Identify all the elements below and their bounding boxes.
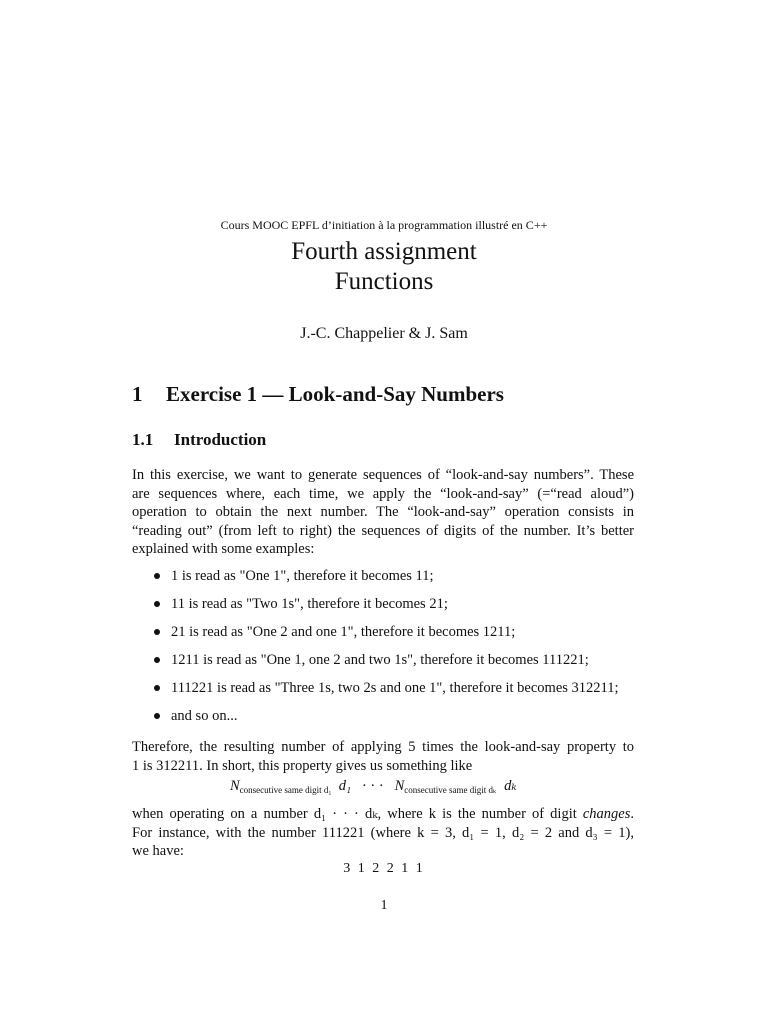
intro-line: operation to obtain the next number. The “look-and-say” operation consists in [132,504,634,520]
example-line1-end: . [630,806,634,822]
list-item-text: 21 is read as "One 2 and one 1", therefore it becomes 1211; [171,624,516,640]
intro-line: In this exercise, we want to generate sequences of “look-and-say numbers”. These [132,467,634,483]
bullet-icon [154,713,160,719]
formula-dots: · · · [361,778,384,794]
list-item [154,679,644,707]
formula-dk: dₖ [504,778,517,794]
subsection-number: 1.1 [132,430,154,449]
bullet-icon [154,657,160,663]
list-item [154,623,644,651]
formula-subk: consecutive same digit dₖ [404,785,497,795]
course-name: Cours MOOC EPFL d’initiation à la programmation illustré en C++ [220,218,548,232]
section-number: 1 [132,382,143,406]
list-item-text: and so on... [171,708,238,724]
intro-line: are sequences where, each time, we apply the “look-and-say” (=“read aloud”) [132,485,634,502]
summary-line: 1 is 312211. In short, this property gives us something like [132,757,473,774]
example-line1-emphasis: changes [582,806,631,822]
subsection-title: Introduction [174,430,267,449]
example-paragraph [132,805,634,861]
subsection-heading [132,430,266,450]
assignment-title: Fourth assignment [291,238,477,265]
section-heading [132,382,504,407]
intro-paragraph [132,466,634,559]
list-item-text: 111221 is read as "Three 1s, two 2s and one 1", therefore it becomes 312211; [171,680,619,696]
formula-d1: d₁ [338,778,352,794]
example-result: 3 1 2 2 1 1 [343,861,425,876]
list-item [154,651,644,679]
example-line1-text: when operating on a number d₁ · · · dₖ, where k is the number of digit [132,806,583,822]
summary-paragraph [132,738,634,775]
page-number: 1 [380,898,388,913]
section-title: Exercise 1 — Look-and-Say Numbers [166,382,504,406]
list-item-text: 1 is read as "One 1", therefore it becomes 11; [171,568,434,584]
list-item-text: 1211 is read as "One 1, one 2 and two 1s", therefore it becomes 111221; [171,652,589,668]
list-item-text: 11 is read as "Two 1s", therefore it becomes 21; [171,596,448,612]
formula-nk: N [394,778,405,794]
look-and-say-formula [230,778,517,795]
list-item [154,707,644,735]
example-line: we have: [132,843,184,859]
intro-line: “reading out” (from left to right) the sequences of digits of the number. It’s better [132,522,634,539]
bullet-icon [154,573,160,579]
example-line [132,805,634,824]
examples-list [154,567,644,735]
bullet-icon [154,685,160,691]
example-line: For instance, with the number 111221 (where k = 3, d₁ = 1, d₂ = 2 and d₃ = 1), [132,824,634,841]
summary-line: Therefore, the resulting number of applying 5 times the look-and-say property to [132,739,634,755]
formula-n1: N [230,778,240,794]
intro-line: explained with some examples: [132,541,315,557]
assignment-subtitle: Functions [334,268,434,295]
formula-sub1: consecutive same digit d₁ [239,785,332,795]
list-item [154,595,644,623]
list-item [154,567,644,595]
bullet-icon [154,601,160,607]
authors: J.-C. Chappelier & J. Sam [300,325,468,342]
bullet-icon [154,629,160,635]
